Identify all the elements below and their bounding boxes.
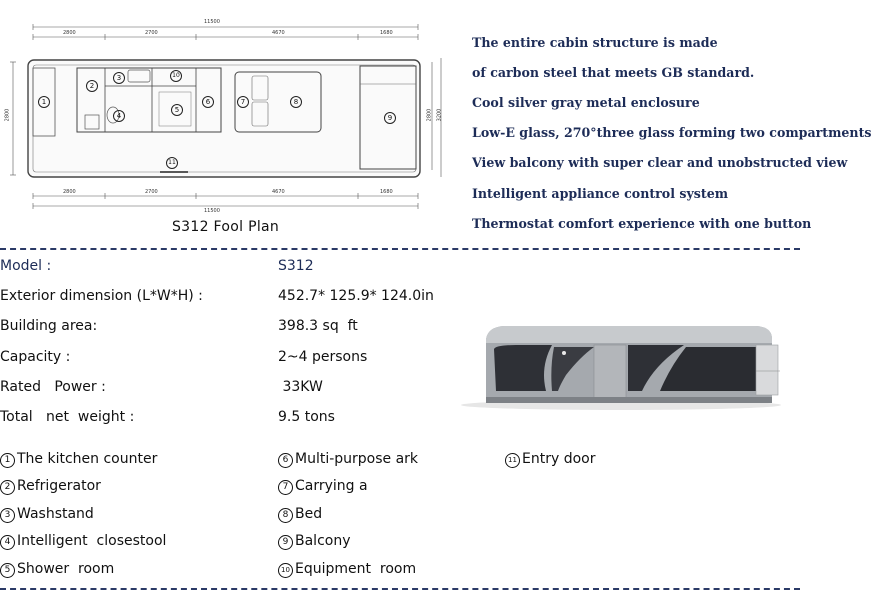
- feature-item: of carbon steel that meets GB standard.: [472, 65, 755, 80]
- room-marker-8: 8: [290, 96, 302, 108]
- feature-item: View balcony with super clear and unobstructed view: [472, 155, 848, 170]
- legend-text: Shower room: [17, 561, 115, 577]
- legend-number: 4: [0, 535, 15, 550]
- legend-text: Carrying a: [295, 478, 368, 494]
- spec-value-capacity: 2~4 persons: [278, 349, 368, 365]
- dim-right-1: 2800: [426, 108, 433, 122]
- floor-plan: [0, 0, 460, 245]
- legend-text: The kitchen counter: [17, 451, 158, 467]
- room-marker-1: 1: [38, 96, 50, 108]
- legend-text: Intelligent closestool: [17, 533, 167, 549]
- legend-item: [278, 478, 368, 495]
- legend-text: Balcony: [295, 533, 351, 549]
- room-marker-7: 7: [237, 96, 249, 108]
- room-marker-5: 5: [171, 104, 183, 116]
- legend-item: [0, 561, 114, 578]
- legend-item: [0, 478, 101, 495]
- legend-text: Equipment room: [295, 561, 417, 577]
- legend-text: Washstand: [17, 506, 94, 522]
- legend-number: 3: [0, 508, 15, 523]
- legend-item: [278, 533, 351, 550]
- legend-item: [0, 506, 94, 523]
- legend-item: [278, 561, 416, 578]
- room-marker-10: 10: [170, 70, 182, 82]
- dim-bottom-2: 2700: [145, 189, 158, 195]
- room-marker-4: 4: [113, 110, 125, 122]
- room-marker-9: 9: [384, 112, 396, 124]
- spec-label-weight: Total net weight :: [0, 409, 135, 425]
- dim-top-3: 4670: [272, 30, 285, 36]
- room-marker-3: 3: [113, 72, 125, 84]
- dim-bottom-3: 4670: [272, 189, 285, 195]
- legend-text: Bed: [295, 506, 323, 522]
- spec-value-model: S312: [278, 258, 314, 274]
- room-marker-2: 2: [86, 80, 98, 92]
- plan-caption: S312 Fool Plan: [172, 219, 280, 235]
- legend-number: 9: [278, 535, 293, 550]
- legend-text: Multi-purpose ark: [295, 451, 419, 467]
- spec-value-power: 33KW: [278, 379, 323, 395]
- legend-item: [278, 506, 322, 523]
- spec-label-capacity: Capacity :: [0, 349, 71, 365]
- legend-item: [278, 451, 418, 468]
- dim-top-4: 1680: [380, 30, 393, 36]
- spec-value-weight: 9.5 tons: [278, 409, 335, 425]
- spec-label-area: Building area:: [0, 318, 98, 334]
- dim-bottom-total: 11500: [204, 208, 220, 214]
- legend-item: [0, 451, 157, 468]
- legend-item: [0, 533, 166, 550]
- legend-number: 2: [0, 480, 15, 495]
- legend-number: 11: [505, 453, 520, 468]
- feature-item: Thermostat comfort experience with one button: [472, 216, 812, 231]
- room-marker-6: 6: [202, 96, 214, 108]
- legend-text: Entry door: [522, 451, 596, 467]
- legend-text: Refrigerator: [17, 478, 101, 494]
- spec-label-dimension: Exterior dimension (L*W*H) :: [0, 288, 203, 304]
- dim-top-2: 2700: [145, 30, 158, 36]
- dim-top-1: 2800: [63, 30, 76, 36]
- legend-number: 1: [0, 453, 15, 468]
- spec-label-power: Rated Power :: [0, 379, 106, 395]
- legend-number: 8: [278, 508, 293, 523]
- legend-number: 5: [0, 563, 15, 578]
- feature-item: The entire cabin structure is made: [472, 35, 718, 50]
- room-marker-11: 11: [166, 157, 178, 169]
- dim-left: 2800: [4, 108, 11, 122]
- dim-right-2: 3200: [436, 108, 443, 122]
- legend-number: 6: [278, 453, 293, 468]
- legend-number: 10: [278, 563, 293, 578]
- spec-value-area: 398.3 sq ft: [278, 318, 358, 334]
- feature-item: Intelligent appliance control system: [472, 186, 729, 201]
- section-divider: [0, 248, 800, 250]
- legend-item: [505, 451, 595, 468]
- spec-label-model: Model :: [0, 258, 52, 274]
- dim-top-total: 11500: [204, 19, 220, 25]
- feature-item: Low-E glass, 270°three glass forming two compartments: [472, 125, 872, 140]
- legend-number: 7: [278, 480, 293, 495]
- dim-bottom-4: 1680: [380, 189, 393, 195]
- dim-bottom-1: 2800: [63, 189, 76, 195]
- spec-value-dimension: 452.7* 125.9* 124.0in: [278, 288, 434, 304]
- cabin-product-image: [456, 305, 786, 425]
- feature-item: Cool silver gray metal enclosure: [472, 95, 700, 110]
- bottom-divider: [0, 588, 800, 590]
